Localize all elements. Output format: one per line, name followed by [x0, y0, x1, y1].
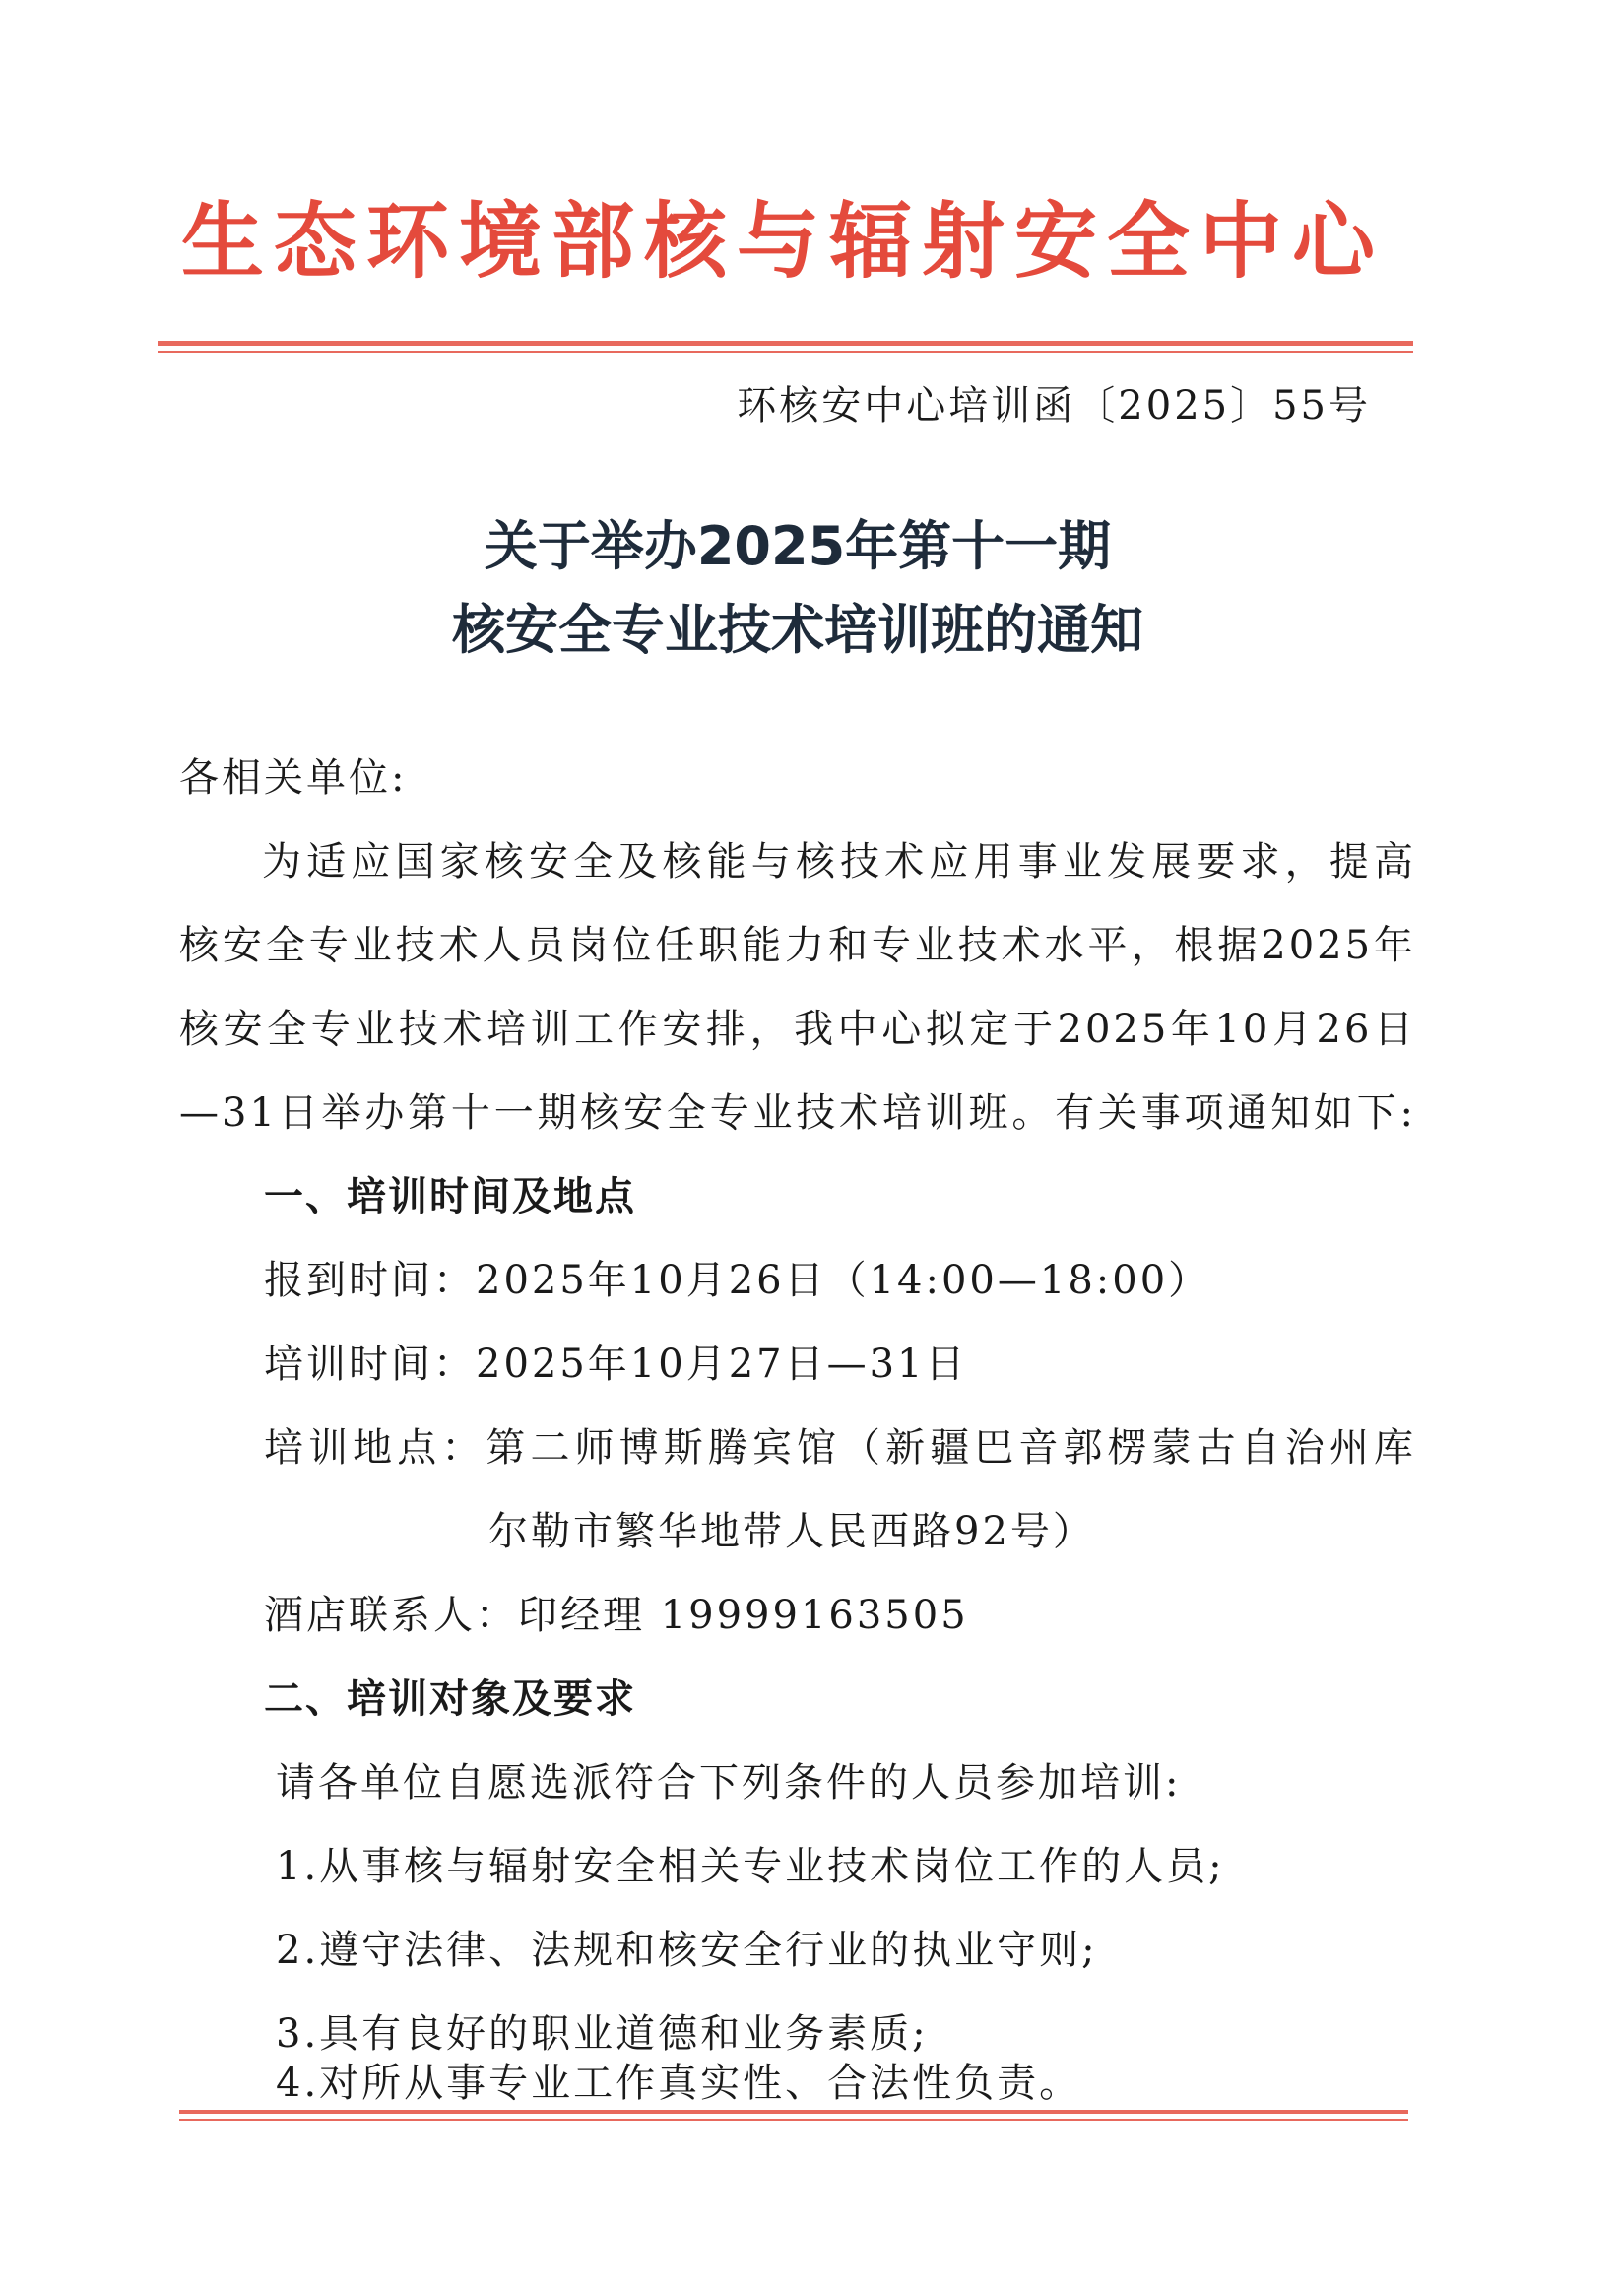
masthead-rule-thick [158, 341, 1413, 346]
training-location-line-1: 培训地点：第二师博斯腾宾馆（新疆巴音郭楞蒙古自治州库 [264, 1425, 1416, 1471]
salutation: 各相关单位: [179, 755, 408, 801]
notice-title-line-1: 关于举办2025年第十一期 [484, 515, 1112, 577]
section-2-heading: 二、培训对象及要求 [264, 1676, 636, 1722]
requirement-item-1: 1.从事核与辐射安全相关专业技术岗位工作的人员; [276, 1844, 1225, 1889]
requirement-item-4: 4.对所从事专业工作真实性、合法性负责。 [276, 2061, 1082, 2106]
requirement-item-2: 2.遵守法律、法规和核安全行业的执业守则; [276, 1928, 1098, 1973]
intro-line-2: 核安全专业技术人员岗位任职能力和专业技术水平，根据2025年 [179, 923, 1416, 968]
masthead-title: 生态环境部核与辐射安全中心 [180, 193, 1385, 290]
footer-rule-thick [179, 2110, 1408, 2114]
footer-rule-thin [179, 2119, 1408, 2121]
intro-line-3: 核安全专业技术培训工作安排，我中心拟定于2025年10月26日 [179, 1007, 1416, 1052]
requirement-item-3: 3.具有良好的职业道德和业务素质; [276, 2011, 929, 2057]
notice-title-line-2: 核安全专业技术培训班的通知 [452, 599, 1143, 661]
document-number: 环核安中心培训函〔2025〕55号 [737, 383, 1371, 428]
hotel-contact: 酒店联系人：印经理 19999163505 [264, 1593, 969, 1638]
intro-line-4: —31日举办第十一期核安全专业技术培训班。有关事项通知如下: [179, 1090, 1416, 1136]
checkin-time: 报到时间：2025年10月26日（14:00—18:00） [264, 1258, 1211, 1303]
section-2-intro: 请各单位自愿选派符合下列条件的人员参加培训: [276, 1760, 1182, 1805]
training-location-line-2: 尔勒市繁华地带人民西路92号） [488, 1509, 1095, 1554]
training-time: 培训时间：2025年10月27日—31日 [264, 1342, 968, 1387]
section-1-heading: 一、培训时间及地点 [264, 1174, 636, 1219]
masthead-rule-thin [158, 351, 1413, 353]
intro-line-1: 为适应国家核安全及核能与核技术应用事业发展要求，提高 [262, 839, 1416, 885]
